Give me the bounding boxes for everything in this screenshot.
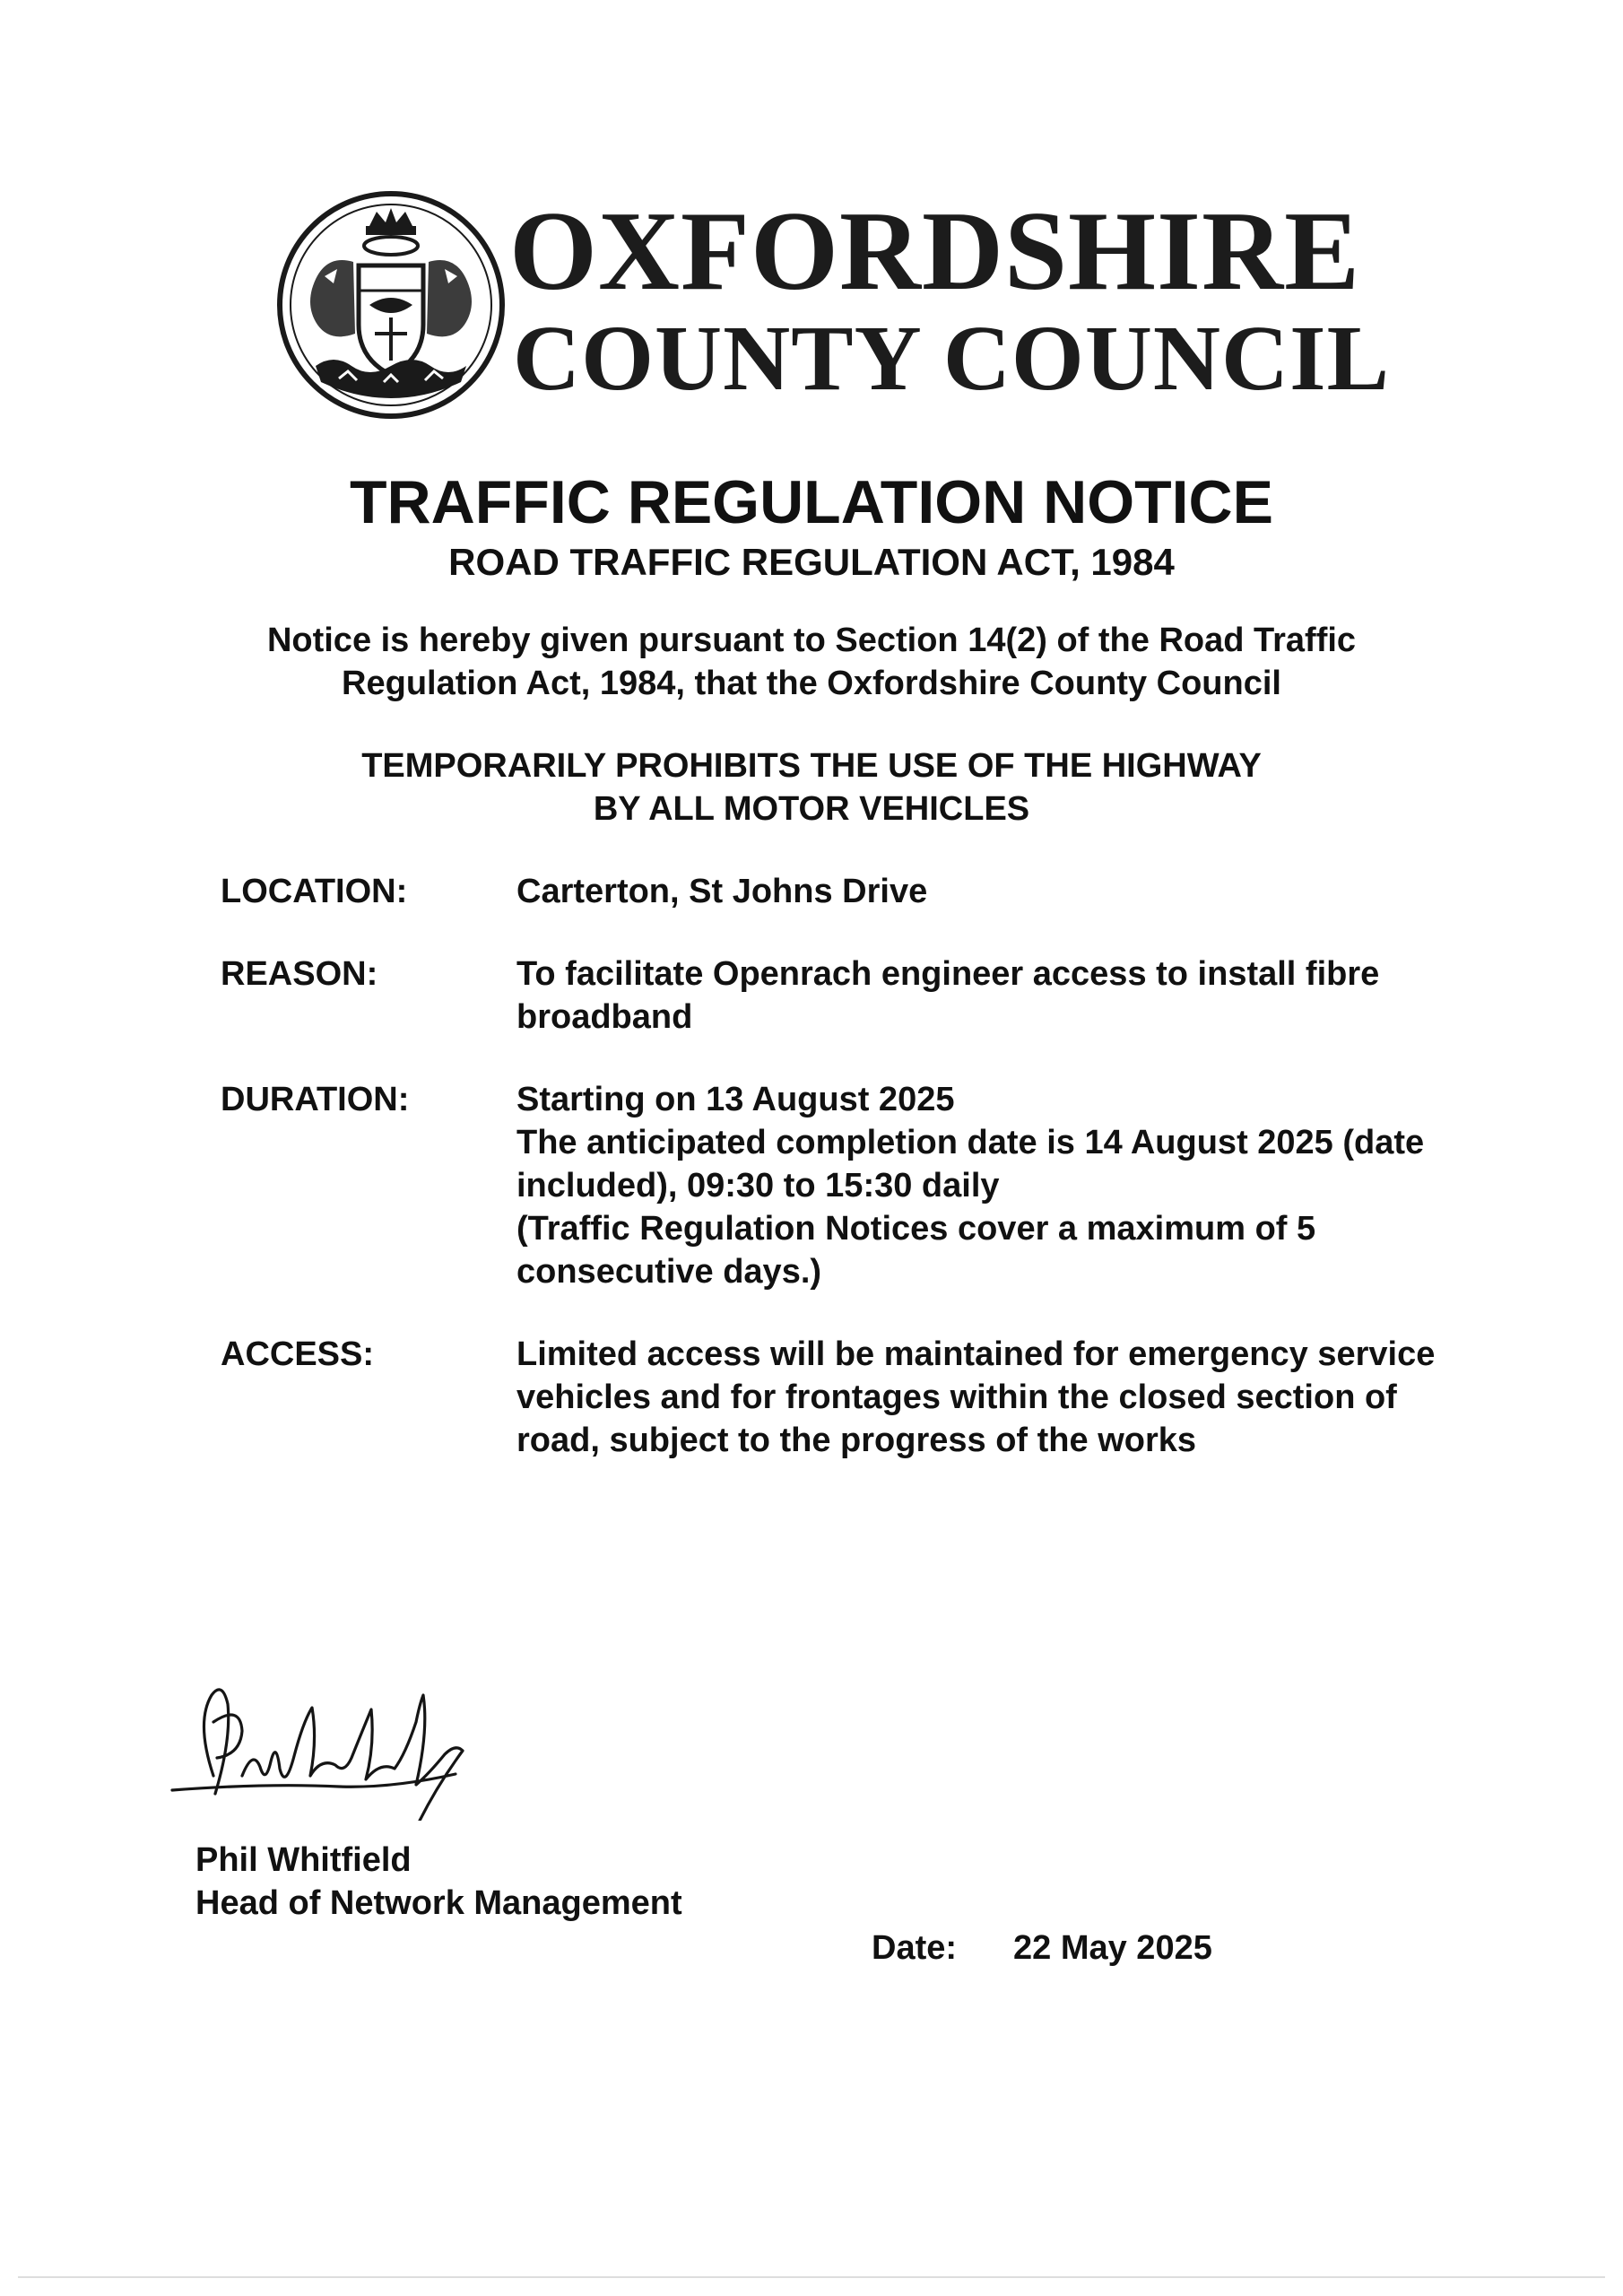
location-value bbox=[516, 870, 1521, 913]
access-value bbox=[516, 1333, 1521, 1462]
duration-line: consecutive days.) bbox=[516, 1253, 822, 1291]
duration-label: DURATION: bbox=[221, 1081, 410, 1118]
notice-date bbox=[872, 1926, 1212, 1970]
notice-subtitle: ROAD TRAFFIC REGULATION ACT, 1984 bbox=[448, 541, 1175, 583]
duration-line: included), 09:30 to 15:30 daily bbox=[516, 1167, 1000, 1205]
duration-line: (Traffic Regulation Notices cover a maximum of 5 bbox=[516, 1210, 1316, 1248]
prohibition-line: TEMPORARILY PROHIBITS THE USE OF THE HIGHWAY bbox=[361, 747, 1262, 785]
notice-title: TRAFFIC REGULATION NOTICE bbox=[350, 468, 1273, 536]
access-line: Limited access will be maintained for emergency service bbox=[516, 1335, 1436, 1373]
notice-details bbox=[221, 870, 1521, 1501]
intro-line: Regulation Act, 1984, that the Oxfordshire County Council bbox=[342, 665, 1281, 702]
signatory-role: Head of Network Management bbox=[195, 1884, 682, 1922]
org-name-line1: OXFORDSHIRE bbox=[509, 189, 1361, 314]
reason-line: To facilitate Openrach engineer access to install fibre bbox=[516, 955, 1380, 993]
signatory bbox=[195, 1839, 682, 1925]
intro-line: Notice is hereby given pursuant to Section 14(2) of the Road Traffic bbox=[266, 622, 1357, 659]
duration-line: Starting on 13 August 2025 bbox=[516, 1081, 955, 1118]
access-line: road, subject to the progress of the works bbox=[516, 1422, 1197, 1459]
location-row bbox=[221, 870, 1521, 913]
duration-line: The anticipated completion date is 14 August 2025 (date bbox=[516, 1124, 1425, 1161]
reason-row bbox=[221, 952, 1521, 1039]
notice-intro bbox=[0, 619, 1623, 705]
prohibition-statement bbox=[0, 744, 1623, 831]
location-text: Carterton, St Johns Drive bbox=[516, 873, 928, 910]
coat-of-arms-icon bbox=[276, 190, 506, 420]
reason-label: REASON: bbox=[221, 955, 378, 993]
access-line: vehicles and for frontages within the closed section of bbox=[516, 1378, 1397, 1416]
org-name-line2: COUNTY COUNCIL bbox=[513, 307, 1390, 410]
council-header bbox=[269, 179, 1390, 430]
prohibition-line: BY ALL MOTOR VEHICLES bbox=[593, 790, 1030, 828]
duration-value bbox=[516, 1078, 1521, 1293]
signatory-name: Phil Whitfield bbox=[195, 1841, 412, 1879]
location-label: LOCATION: bbox=[221, 873, 408, 910]
handwritten-signature bbox=[160, 1668, 500, 1821]
reason-value bbox=[516, 952, 1521, 1039]
date-label: Date: bbox=[872, 1929, 958, 1967]
reason-line: broadband bbox=[516, 998, 693, 1036]
duration-row bbox=[221, 1078, 1521, 1293]
access-row bbox=[221, 1333, 1521, 1462]
date-value: 22 May 2025 bbox=[1013, 1929, 1212, 1967]
access-label: ACCESS: bbox=[221, 1335, 375, 1373]
page-edge-rule bbox=[18, 2276, 1605, 2278]
